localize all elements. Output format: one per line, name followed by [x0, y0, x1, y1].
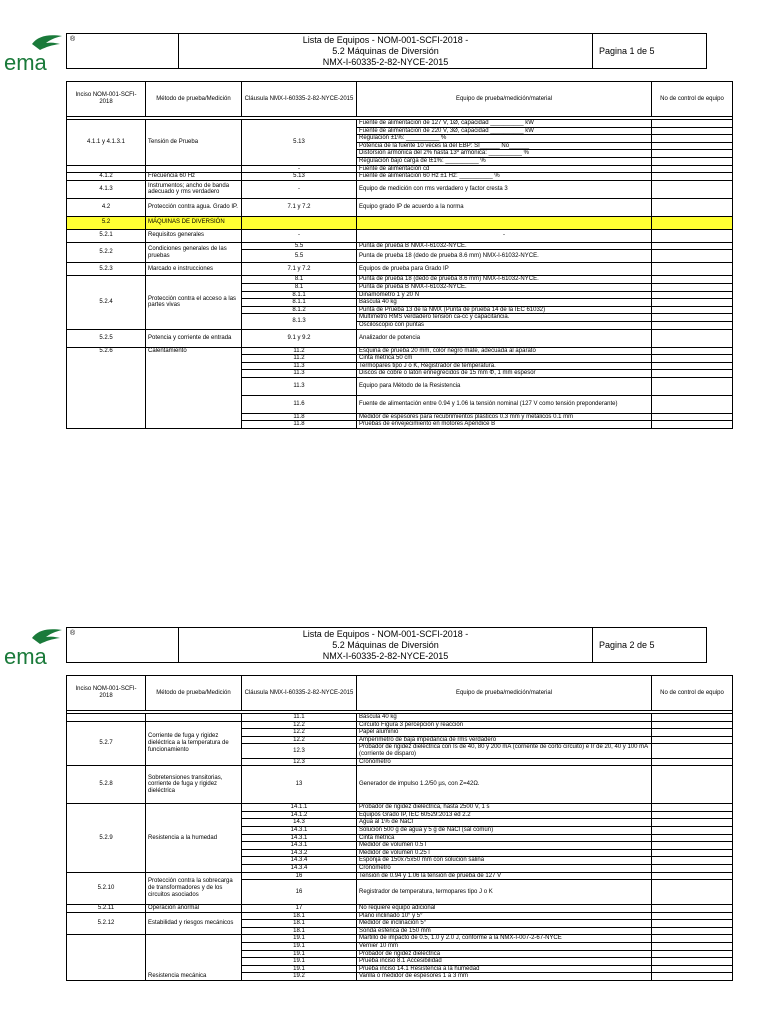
table-row: 19.1 Prueba inciso 14.1 Resistencia a la humedad [67, 965, 733, 973]
ema-logo [4, 32, 66, 72]
table-row: 14.3.4 Esponja de 150x75x50 mm con solución salina [67, 857, 733, 865]
table-row: 5.2.3 Marcado e instrucciones 7.1 y 7.2 Equipos de prueba para Grado IP [67, 263, 733, 276]
table-row: 14.1.2 Equipos Grado IP, IEC 60529:2013 ed 2.2 [67, 811, 733, 819]
table-row: 19.2 Varilla o medidor de espesores 1 a 3 mm [67, 973, 733, 981]
table-row: 8.1.3 Multímetro RMS verdadero tensión ca-cc y capacitancia. [67, 314, 733, 322]
table-row: - Fuente de alimentación cd [67, 165, 733, 173]
table-row: 4.1.3 Instrumentos; ancho de banda adecuado y rms verdadero - Equipo de medición con rms verdadero y factor cresta 3 [67, 180, 733, 198]
page-number: Pagina 2 de 5 [599, 640, 655, 650]
table-row: 4.2 Protección contra agua. Grado IP. 7.1 y 7.2 Equipo grado IP de acuerdo a la norma [67, 198, 733, 216]
table-row: 14.3 Agua al 1% de NaCl [67, 819, 733, 827]
table-row: 12.3 Cronómetro [67, 758, 733, 766]
table-row: 4.1.1 y 4.1.3.1 Tensión de Prueba 5.13 Fuente de alimentación de 127 V, 1Ø, capacidad __________ kW [67, 120, 733, 128]
table-row: 11.8 Medidor de espesores para recubrimientos plásticos 0.3 mm y metálicos 0.1 mm [67, 413, 733, 421]
table-row: 8.1.2 Punta de Prueba 13 de la NMX (Punta de prueba 14 de la IEC 61032) [67, 306, 733, 314]
table-row: Resistencia mecánica 19.1 Martillo de impacto de 0.5, 1.0 y 2.0 J, conforme a la NMX-I-007-2-67-NYCE [67, 935, 733, 943]
table-row: 4.1.2 Frecuencia 60 Hz 5.13 Fuente de alimentación 60 Hz ±1 Hz: __________ % [67, 173, 733, 181]
table-row: 12.3 Probador de rigidez dieléctrica con Is de 40, 80 y 200 mA (corriente de corto circuito) e Ir de 20, 40 y 100 mA (corriente de disparo) [67, 744, 733, 758]
table-row-highlight: 5.2 MÁQUINAS DE DIVERSIÓN [67, 216, 733, 229]
table-row: 12.2 Amperímetro de baja impedancia de rms verdadero [67, 736, 733, 744]
page-number: Pagina 1 de 5 [599, 46, 655, 56]
table-row: 11.3 Equipo para Método de la Resistencia [67, 377, 733, 395]
table-row: 5.2.8 Sobretensiones transitorias, corriente de fuga y rigidez dieléctrica 13 Generador de impulso 1.2/50 µs, con Z=42Ω. [67, 766, 733, 804]
table-row: 5.2.4 Protección contra el acceso a las partes vivas 8.1 Punta de prueba 18 (dedo de prueba 8.6 mm) NMX-I-61032-NYCE. [67, 276, 733, 284]
table-row: 11.8 Pruebas de envejecimiento en motores Apéndice B [67, 421, 733, 429]
col-metodo: Método de prueba/Medición [146, 82, 242, 117]
table-row: 19.1 Probador de rigidez dieléctrica [67, 950, 733, 958]
equipment-table-page-1 [66, 81, 733, 429]
svg-text:ema: ema [4, 644, 47, 666]
table-row: 18.1 Medidor de inclinación 5° [67, 920, 733, 928]
table-row: 19.1 Vernier 10 mm [67, 943, 733, 951]
table-row: Regulación bajo carga de l±1%: __________ % [67, 157, 733, 165]
document-header [66, 627, 707, 663]
table-row: 11.1 Báscula 40 kg [67, 714, 733, 722]
table-row: 14.3.1 Medidor de volumen 0.5 l [67, 842, 733, 850]
table-row: 8.1 Punta de prueba B NMX-I-61032-NYCE. [67, 283, 733, 291]
table-row: 18.1 Sonda esférica de 150 mm [67, 927, 733, 935]
table-row: 5.2.12 Estabilidad y riesgos mecánicos 18.1 Plano inclinado 10° y 5° [67, 912, 733, 920]
svg-text:ema: ema [4, 50, 47, 72]
col-equipo: Equipo de prueba/medición/material [357, 82, 652, 117]
table-row: Potencia de la fuente 10 veces la del EBP: SI______ No______ [67, 142, 733, 150]
document-title: Lista de Equipos - NOM-001-SCFI-2018 - 5.2 Máquinas de Diversión NMX-I-60335-2-82-NYCE-2015 [179, 34, 593, 68]
table-row: 5.2.5 Potencia y corriente de entrada 9.1 y 9.2 Analizador de potencia [67, 329, 733, 347]
table-row: 11.2 Cinta métrica 50 cm [67, 355, 733, 363]
table-row: 5.5 Punta de prueba 18 (dedo de prueba 8.6 mm) NMX-I-61032-NYCE. [67, 250, 733, 263]
col-inciso: Inciso NOM-001-SCFI-2018 [67, 82, 146, 117]
table-row: 12.2 Papel aluminio [67, 729, 733, 737]
table-row: 14.3.2 Medidor de volumen 0.25 l [67, 849, 733, 857]
eagle-icon [4, 32, 66, 72]
table-row: 16 Registrador de temperatura, termopares tipo J o K [67, 880, 733, 905]
document-title: Lista de Equipos - NOM-001-SCFI-2018 - 5.2 Máquinas de Diversión NMX-I-60335-2-82-NYCE-2015 [179, 628, 593, 662]
table-row: 11.6 Fuente de alimentación entre 0.94 y 1.06 la tensión nominal (127 V como tensión preponderante) [67, 395, 733, 413]
table-row: Regulación ±1%: __________ % [67, 135, 733, 143]
table-row: 19.1 Prueba inciso 8.1 Accesibilidad [67, 958, 733, 966]
table-row: Fuente de alimentación de 220 V, 3Ø, capacidad __________ kW [67, 127, 733, 135]
table-row: 8.1.1 Dinamómetro 1 y 20 N [67, 291, 733, 299]
table-row: 5.2.6 Calentamiento 11.2 Esquina de prueba 20 mm, color negro mate, adecuada al aparato [67, 347, 733, 355]
table-row: 14.3.4 Cronómetro [67, 864, 733, 872]
table-row: 5.2.2 Condiciones generales de las pruebas 5.5 Punta de prueba B NMX-I-61032-NYCE. [67, 242, 733, 250]
table-row: Osciloscopio con puntas [67, 321, 733, 329]
table-row: 14.3.1 Cinta métrica [67, 834, 733, 842]
table-row: 5.2.10 Protección contra la sobrecarga de transformadores y de los circuitos asociados 16 Tensión de 0.94 y 1.06 la tensión de prueba de 127 V [67, 872, 733, 880]
col-clausula: Cláusula NMX-I-60335-2-82-NYCE-2015 [242, 82, 357, 117]
table-row: 5.2.7 Corriente de fuga y rigidez dieléctrica a la temperatura de funcionamiento 12.2 Circuito Figura 3 percepción y reacción [67, 721, 733, 729]
eagle-icon [4, 626, 66, 666]
table-row: 8.1.1 Báscula 40 kg [67, 299, 733, 307]
table-row: 11.3 Discos de cobre o latón ennegrecidos de 15 mm Φ, 1 mm espesor [67, 370, 733, 378]
table-row: 5.2.1 Requisitos generales - - [67, 229, 733, 242]
registered-mark: ® [67, 34, 179, 68]
col-control: No de control de equipo [652, 82, 733, 117]
table-row: 11.3 Termopares tipo J o K, Registrador de temperatura. [67, 362, 733, 370]
equipment-table-page-2: Inciso NOM-001-SCFI-2018 Método de prueba/Medición Cláusula NMX-I-60335-2-82-NYCE-2015 Equipo de prueba/medición/material No de control de equipo 11.1 Báscula 40 kg 5.2.7 Corriente de fuga y rigidez dieléctrica a la temperatura de funcionamiento 12.2 Circuito Figura 3 percepción y reacción 12.2 Papel aluminio 12.2 Amperímetro de baja impedancia de rms verdadero 12.3 Probador de rigidez dieléctrica con Is de 40, 80 y 200 mA (corriente de corto circuito) e Ir de 20, 40 y 100 mA (corriente de disparo) 12.3 Cronómetro 5.2.8 Sobretensiones transitorias, corriente de fuga y rigidez dieléctrica 13 Generador de impulso 1.2/50 µs, con Z=42Ω. 5.2.9 Resistencia a la humedad 14.1.1 Probador de rigidez dieléctrica, hasta 2500 V, 1 s 14.1.2 Equipos Grado IP, IEC 60529:2013 ed 2.2 14.3 Agua al 1% de NaCl 14.3.1 Solución 500 g de agua y 5 g de NaCl (sal común) 14.3.1 Cinta métrica 14.3.1 Medidor de volumen 0.5 l 14.3.2 Medidor de volumen 0.25 l 14.3.4 Esponja de 150x75x50 mm con solución salina 14.3.4 Cronómetro 5.2.10 Protección contra la sobrecarga de transformadores y de los circuitos asociados 16 Tensión de 0.94 y 1.06 la tensión de prueba de 127 V 16 Registrador de temperatura, termopares tipo J o K 5.2.11 Operación anormal 17 No requiere equipo adicional 5.2.12 Estabilidad y riesgos mecánicos 18.1 Plano inclinado 10° y 5° 18.1 Medidor de inclinación 5° 18.1 Sonda esférica de 150 mm Resistencia mecánica 19.1 Martillo de impacto de 0.5, 1.0 y 2.0 J, conforme a la NMX-I-007-2-67-NYCE 19.1 Vernier 10 mm 19.1 Probador de rigidez dieléctrica 19.1 Prueba inciso 8.1 Accesibilidad 19.1 Prueba inciso 14.1 Resistencia a la humedad 19.2 Varilla o medidor de espesores 1 a 3 mm [66, 675, 733, 981]
table-row: 5.2.9 Resistencia a la humedad 14.1.1 Probador de rigidez dieléctrica, hasta 2500 V, 1 s [67, 804, 733, 812]
ema-logo [4, 626, 66, 666]
table-row: 14.3.1 Solución 500 g de agua y 5 g de NaCl (sal común) [67, 826, 733, 834]
table-row: Distorsión armónica del 2% hasta 13º armónica: __________ % [67, 150, 733, 158]
table-row: 5.2.11 Operación anormal 17 No requiere equipo adicional [67, 905, 733, 913]
document-header [66, 33, 707, 69]
registered-mark: ® [67, 628, 179, 662]
